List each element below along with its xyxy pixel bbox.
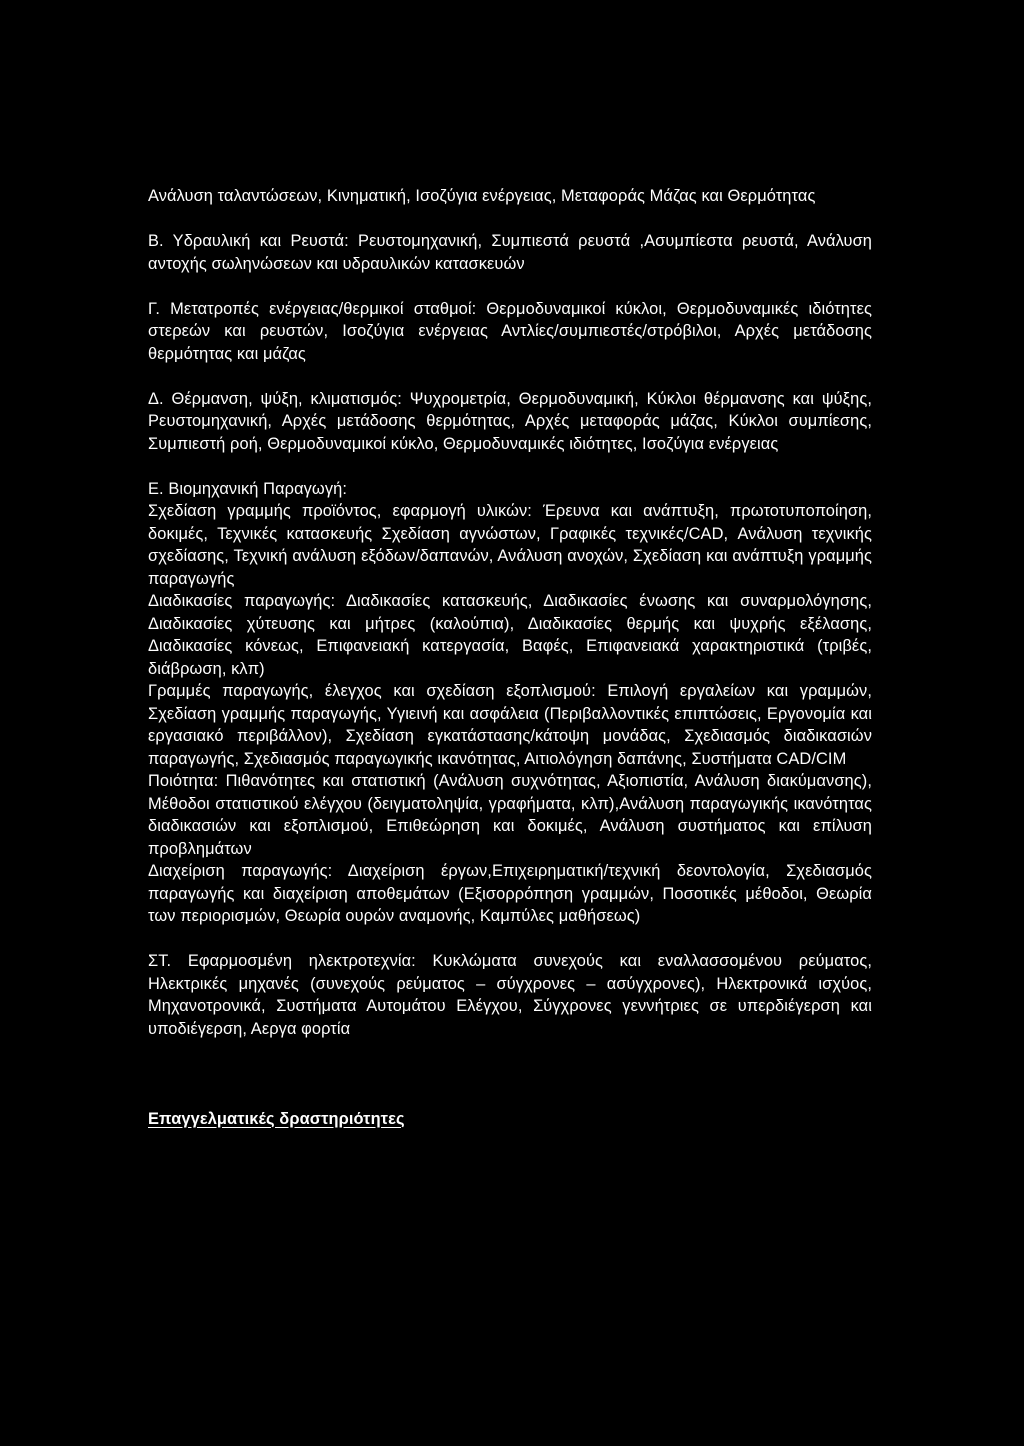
- spacer: [148, 208, 872, 231]
- spacer: [148, 1040, 872, 1085]
- spacer: [148, 365, 872, 388]
- paragraph-c-energy-conversion: Γ. Μετατροπές ενέργειας/θερμικοί σταθμοί: Θερμοδυναμικοί κύκλοι, Θερμοδυναμικές ιδιότητες στερεών και ρευστών, Ισοζύγια ενέργειας Αντλίες/συμπιεστές/στρόβιλοι, Αρχές μετάδοσης θερμότητας και μάζας: [148, 299, 872, 363]
- paragraph-e-title: Ε. Βιομηχανική Παραγωγή:: [148, 479, 347, 498]
- paragraph-st-electrotechnics: ΣΤ. Εφαρμοσμένη ηλεκτροτεχνία: Κυκλώματα συνεχούς και εναλλασσομένου ρεύματος, Ηλεκτρικές μηχανές (συνεχούς ρεύματος – σύγχρονες – ασύγχρονες), Ηλεκτρονικά ισχύος, Μηχανοτρονικά, Συστήματα Αυτομάτου Ελέγχου, Σύγχρονες γεννήτριες σε υπερδιέγερση και υποδιέγερση, Αεργα φορτία: [148, 952, 872, 1038]
- spacer: [148, 275, 872, 298]
- spacer: [148, 455, 872, 478]
- paragraph-e-production-lines: Γραμμές παραγωγής, έλεγχος και σχεδίαση εξοπλισμού: Επιλογή εργαλείων και γραμμών, Σχεδίαση γραμμής παραγωγής, Υγιεινή και ασφάλεια (Περιβαλλοντικές επιπτώσεις, Εργονομία και εργασιακό περιβάλλον), Σχεδίαση εγκατάστασης/κάτοψη μονάδας, Σχεδιασμός διαδικασιών παραγωγής, Σχεδιασμός παραγωγικής ικανότητας, Αιτιολόγηση δαπάνης, Συστήματα CAD/CIM: [148, 682, 872, 768]
- section-heading: Επαγγελματικές δραστηριότητες: [148, 1109, 405, 1128]
- paragraph-a-tail: Ανάλυση ταλαντώσεων, Κινηματική, Ισοζύγια ενέργειας, Μεταφοράς Μάζας και Θερμότητας: [148, 187, 816, 205]
- paragraph-e-production-management: Διαχείριση παραγωγής: Διαχείριση έργων,Επιχειρηματική/τεχνική δεοντολογία, Σχεδιασμός παραγωγής και διαχείριση αποθεμάτων (Εξισορρόπηση γραμμών, Ποσοτικές μέθοδοι, Θεωρία των περιορισμών, Θεωρία ουρών αναμονής, Καμπύλες μαθήσεως): [148, 862, 872, 925]
- document-page: [148, 185, 872, 1130]
- paragraph-e-quality: Ποιότητα: Πιθανότητες και στατιστική (Ανάλυση συχνότητας, Αξιοπιστία, Ανάλυση διακύμανσης), Μέθοδοι στατιστικού ελέγχου (δειγματοληψία, γραφήματα, κλπ),Ανάλυση παραγωγικής ικανότητας διαδικασιών και εξοπλισμού, Επιθεώρηση και δοκιμές, Ανάλυση συστήματος και επίλυση προβλημάτων: [148, 772, 872, 858]
- paragraph-e-product-design: Σχεδίαση γραμμής προϊόντος, εφαρμογή υλικών: Έρευνα και ανάπτυξη, πρωτοτυποποίηση, δοκιμές, Τεχνικές κατασκευής Σχεδίαση αγνώστων, Γραφικές τεχνικές/CAD, Ανάλυση τεχνικής σχεδίασης, Τεχνική ανάλυση εξόδων/δαπανών, Ανάλυση ανοχών, Σχεδίαση και ανάπτυξη γραμμής παραγωγής: [148, 502, 872, 588]
- paragraph-e-production-processes: Διαδικασίες παραγωγής: Διαδικασίες κατασκευής, Διαδικασίες ένωσης και συναρμολόγησης, Διαδικασίες χύτευσης και μήτρες (καλούπια), Διαδικασίες θερμής και ψυχρής εξέλασης, Διαδικασίες κόνεως, Επιφανειακή κατεργασία, Βαφές, Επιφανειακά χαρακτηριστικά (τριβές, διάβρωση, κλπ): [148, 592, 872, 678]
- spacer: [148, 1085, 872, 1108]
- paragraph-d-hvac: Δ. Θέρμανση, ψύξη, κλιματισμός: Ψυχρομετρία, Θερμοδυναμική, Κύκλοι θέρμανσης και ψύξης, Ρευστομηχανική, Αρχές μετάδοσης θερμότητας, Αρχές μεταφοράς μάζας, Κύκλοι συμπίεσης, Συμπιεστή ροή, Θερμοδυναμικοί κύκλο, Θερμοδυναμικές ιδιότητες, Ισοζύγια ενέργειας: [148, 389, 872, 453]
- spacer: [148, 928, 872, 951]
- paragraph-b-hydraulics: Β. Υδραυλική και Ρευστά: Ρευστομηχανική, Συμπιεστά ρευστά ,Ασυμπίεστα ρευστά, Ανάλυση αντοχής σωληνώσεων και υδραυλικών κατασκευών: [148, 232, 872, 273]
